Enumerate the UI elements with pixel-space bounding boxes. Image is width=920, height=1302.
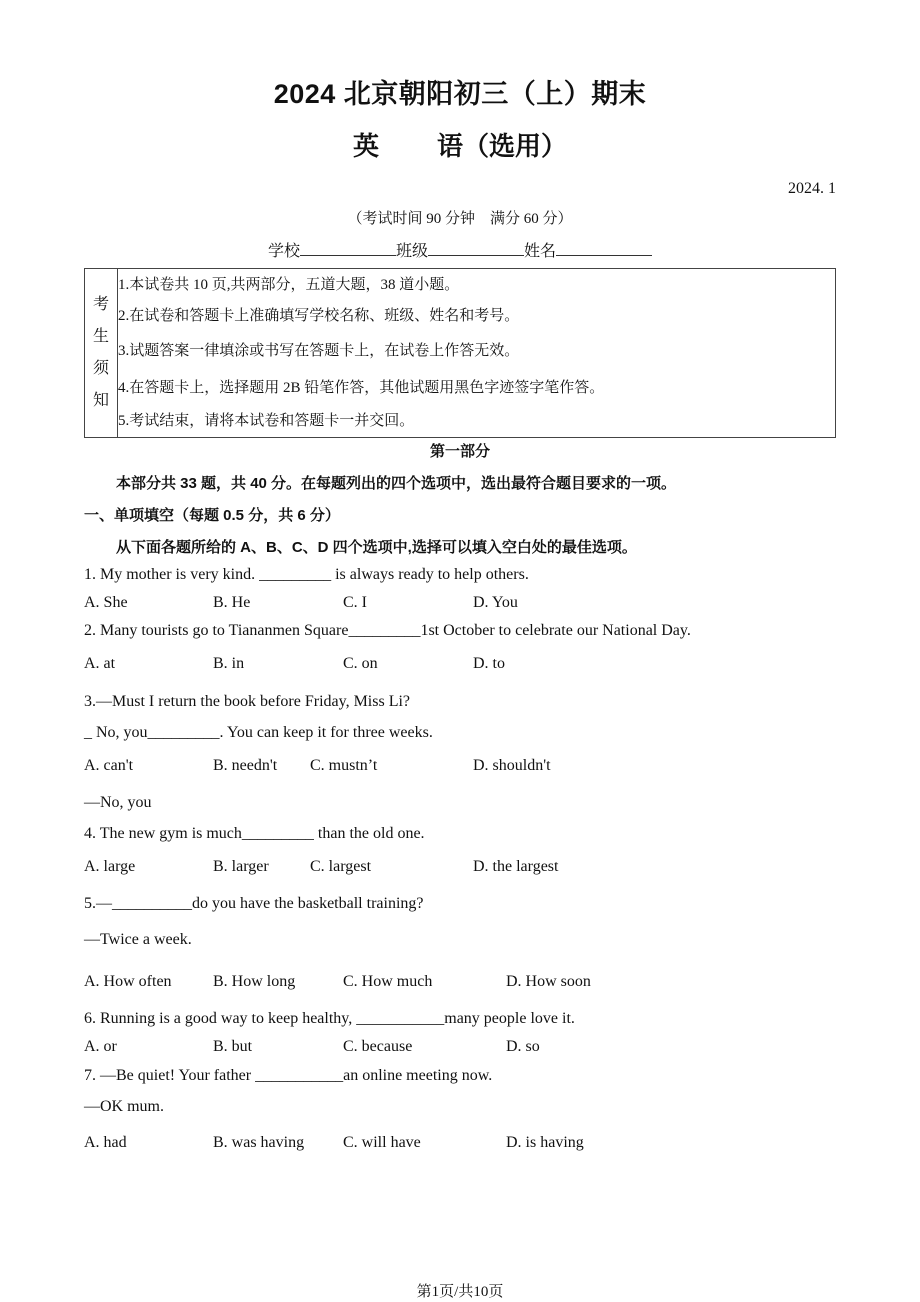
option-a[interactable]: A. or	[84, 1038, 117, 1055]
option-a[interactable]: A. can't	[84, 757, 134, 774]
notice-label	[85, 269, 118, 437]
notice-item: 4.在答题卡上，选择题用 2B 铅笔作答，其他试题用黑色字迹签字笔作答。	[118, 380, 605, 396]
question-3-options	[0, 757, 920, 777]
option-c[interactable]: C. will have	[343, 1134, 421, 1151]
option-a[interactable]: A. at	[84, 655, 116, 672]
option-a[interactable]: A. She	[84, 594, 128, 611]
option-c[interactable]: C. How much	[343, 973, 433, 990]
option-c[interactable]: C. mustn’t	[310, 757, 378, 774]
option-b[interactable]: B. but	[213, 1038, 253, 1055]
question-5-text: 5.—__________do you have the basketball training?	[84, 895, 424, 912]
notice-label-char: 生	[92, 328, 109, 345]
option-a[interactable]: A. had	[84, 1134, 127, 1151]
option-a[interactable]: A. large	[84, 858, 136, 875]
question-5-reply: —Twice a week.	[84, 931, 192, 948]
question-6-options	[0, 1038, 920, 1058]
name-blank[interactable]	[556, 241, 652, 256]
notice-item: 5.考试结束，请将本试卷和答题卡一并交回。	[118, 413, 415, 429]
question-7-reply: —OK mum.	[84, 1098, 164, 1115]
option-d[interactable]: D. is having	[506, 1134, 584, 1151]
section-instruction: 从下面各题所给的 A、B、C、D 四个选项中,选择可以填入空白处的最佳选项。	[116, 539, 637, 556]
question-3-after: —No, you	[84, 794, 152, 811]
school-blank[interactable]	[300, 241, 396, 256]
notice-label-char: 须	[92, 360, 109, 377]
question-2-text: 2. Many tourists go to Tiananmen Square_________1st October to celebrate our National Day.	[84, 622, 691, 639]
notice-label-char: 考	[92, 296, 109, 313]
option-c[interactable]: C. because	[343, 1038, 413, 1055]
option-b[interactable]: B. in	[213, 655, 245, 672]
question-1-text: 1. My mother is very kind. _________ is always ready to help others.	[84, 566, 529, 583]
class-blank[interactable]	[428, 241, 524, 256]
question-7-text: 7. —Be quiet! Your father ___________an online meeting now.	[84, 1067, 493, 1084]
option-a[interactable]: A. How often	[84, 973, 172, 990]
exam-date: 2024. 1	[788, 180, 836, 197]
question-4-text: 4. The new gym is much_________ than the old one.	[84, 825, 425, 842]
question-1-options	[0, 594, 920, 614]
option-b[interactable]: B. was having	[213, 1134, 305, 1151]
question-3-text: 3.—Must I return the book before Friday, Miss Li?	[84, 693, 411, 710]
option-d[interactable]: D. the largest	[473, 858, 559, 875]
notice-label-char: 知	[92, 392, 109, 409]
subject-rest: 语（选用）	[437, 131, 568, 161]
school-label: 学校	[267, 243, 300, 260]
page-number: 第1页/共10页	[416, 1284, 504, 1300]
question-3-reply: _ No, you_________. You can keep it for three weeks.	[84, 724, 433, 741]
notice-item: 1.本试卷共 10 页,共两部分，五道大题，38 道小题。	[118, 277, 460, 293]
notice-item: 2.在试卷和答题卡上准确填写学校名称、班级、姓名和考号。	[118, 308, 520, 324]
option-b[interactable]: B. larger	[213, 858, 269, 875]
student-fields	[0, 238, 920, 261]
exam-title: 2024 北京朝阳初三（上）期末	[273, 79, 647, 109]
question-4-options	[0, 858, 920, 878]
question-5-options	[0, 973, 920, 993]
option-b[interactable]: B. He	[213, 594, 251, 611]
option-d[interactable]: D. so	[506, 1038, 540, 1055]
option-b[interactable]: B. needn't	[213, 757, 278, 774]
option-d[interactable]: D. You	[473, 594, 518, 611]
question-2-options	[0, 655, 920, 675]
option-c[interactable]: C. I	[343, 594, 367, 611]
option-b[interactable]: B. How long	[213, 973, 296, 990]
subject-main: 英	[352, 131, 379, 161]
part-description: 本部分共 33 题，共 40 分。在每题列出的四个选项中，选出最符合题目要求的一项。	[116, 475, 677, 492]
question-6-text: 6. Running is a good way to keep healthy, ___________many people love it.	[84, 1010, 575, 1027]
exam-notice-box	[84, 268, 836, 438]
subject-title	[0, 126, 920, 163]
exam-info: （考试时间 90 分钟 满分 60 分）	[347, 211, 573, 227]
option-d[interactable]: D. to	[473, 655, 505, 672]
class-label: 班级	[395, 243, 428, 260]
part-title: 第一部分	[429, 443, 490, 460]
option-d[interactable]: D. shouldn't	[473, 757, 551, 774]
option-d[interactable]: D. How soon	[506, 973, 591, 990]
option-c[interactable]: C. on	[343, 655, 378, 672]
question-7-options	[0, 1134, 920, 1154]
section-heading: 一、单项填空（每题 0.5 分，共 6 分）	[84, 507, 340, 524]
notice-item: 3.试题答案一律填涂或书写在答题卡上，在试卷上作答无效。	[118, 343, 520, 359]
name-label: 姓名	[524, 243, 557, 260]
option-c[interactable]: C. largest	[310, 858, 372, 875]
